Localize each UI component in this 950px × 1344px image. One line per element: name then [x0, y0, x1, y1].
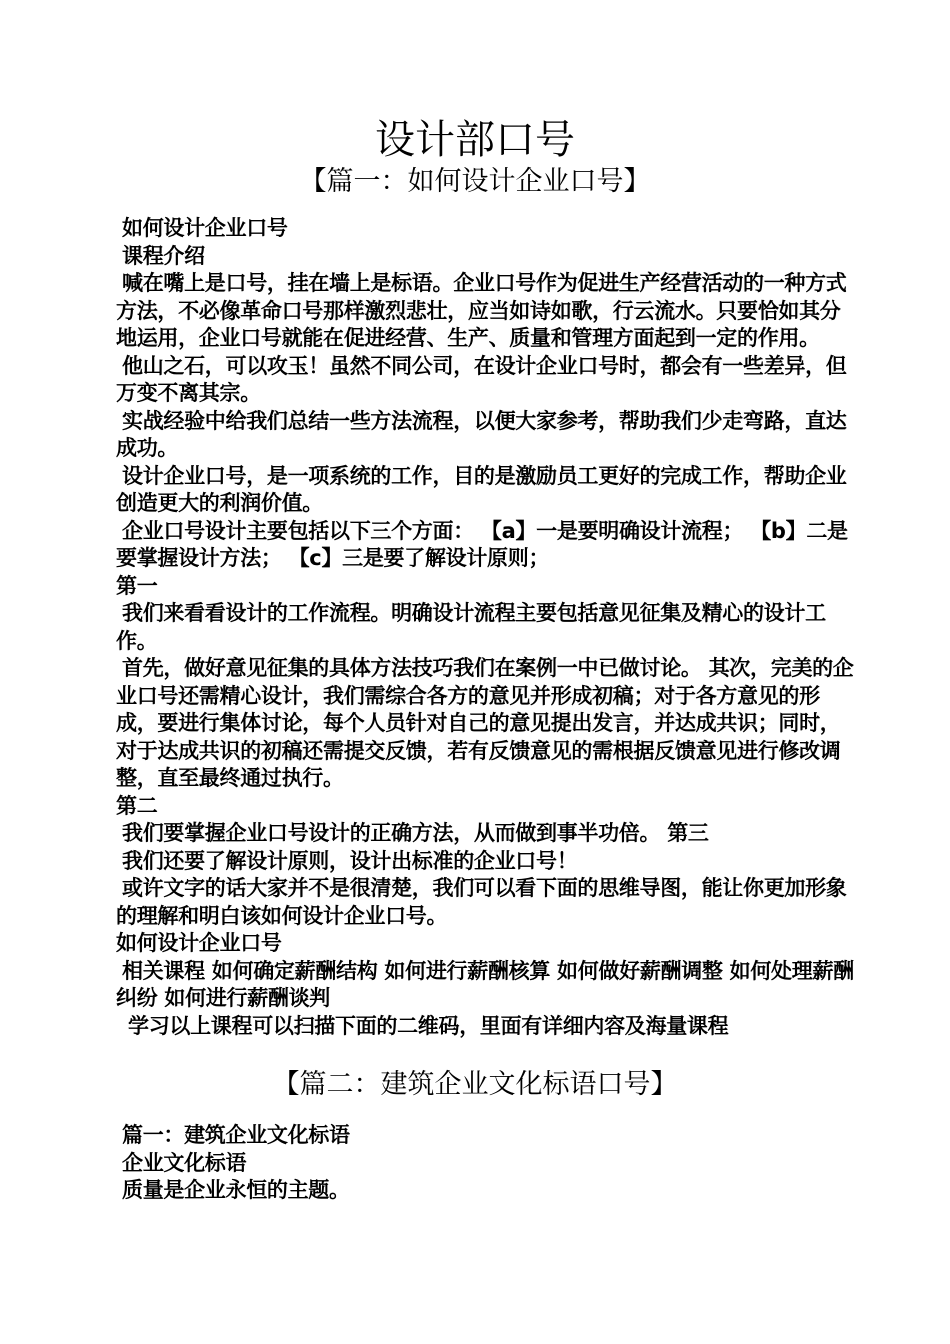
- section2-body: [116, 1122, 856, 1205]
- section1-body: [116, 215, 856, 1040]
- section1-paragraph-9: 我们来看看设计的工作流程。明确设计流程主要包括意见征集及精心的设计工作。: [116, 601, 826, 653]
- section1-paragraph-6: 设计企业口号，是一项系统的工作，目的是激励员工更好的完成工作，帮助企业创造更大的利润价值。: [116, 463, 847, 515]
- section1-paragraph-15: 如何设计企业口号: [116, 931, 282, 955]
- section1-paragraph-12: 我们要掌握企业口号设计的正确方法，从而做到事半功倍。 第三: [122, 821, 709, 845]
- section2-paragraph-2: 企业文化标语: [122, 1150, 247, 1175]
- section1-paragraph-1: 如何设计企业口号: [122, 216, 288, 240]
- section1-paragraph-17: 学习以上课程可以扫描下面的二维码，里面有详细内容及海量课程: [128, 1013, 729, 1038]
- section1-paragraph-3: 喊在嘴上是口号，挂在墙上是标语。企业口号作为促进生产经营活动的一种方式方法，不必像革命口号那样激烈悲壮，应当如诗如歌，行云流水。只要恰如其分地运用，企业口号就能在促进经营、生产、质量和管理方面起到一定的作用。: [116, 271, 847, 350]
- section1-paragraph-4: 他山之石，可以攻玉！虽然不同公司，在设计企业口号时，都会有一些差异，但万变不离其宗。: [116, 353, 847, 405]
- section2-paragraph-1: 篇一：建筑企业文化标语: [122, 1123, 350, 1147]
- section1-paragraph-7: 企业口号设计主要包括以下三个方面： 【a】一是要明确设计流程； 【b】二是要掌握设计方法； 【c】三是要了解设计原则；: [116, 518, 848, 570]
- section1-paragraph-8: 第一: [116, 573, 158, 598]
- section1-paragraph-2: 课程介绍: [122, 243, 205, 268]
- document-title: 设计部口号: [375, 117, 575, 163]
- section1-paragraph-16: 相关课程 如何确定薪酬结构 如何进行薪酬核算 如何做好薪酬调整 如何处理薪酬纠纷 如何进行薪酬谈判: [116, 958, 854, 1010]
- section2-paragraph-3: 质量是企业永恒的主题。: [122, 1178, 350, 1202]
- section1-heading: 【篇一：如何设计企业口号】: [299, 166, 651, 197]
- section1-paragraph-14: 或许文字的话大家并不是很清楚，我们可以看下面的思维导图，能让你更加形象的理解和明白该如何设计企业口号。: [116, 876, 847, 928]
- section1-paragraph-5: 实战经验中给我们总结一些方法流程，以便大家参考，帮助我们少走弯路，直达成功。: [116, 408, 847, 460]
- section2-heading: 【篇二：建筑企业文化标语口号】: [272, 1069, 678, 1100]
- section1-paragraph-10: 首先，做好意见征集的具体方法技巧我们在案例一中已做讨论。 其次，完美的企业口号还需精心设计，我们需综合各方的意见并形成初稿；对于各方意见的形成，要进行集体讨论，每个人员针对自己的意见提出发言，并达成共识；同时，对于达成共识的初稿还需提交反馈，若有反馈意见的需根据反馈意见进行修改调整，直至最终通过执行。: [116, 656, 854, 790]
- section1-paragraph-11: 第二: [116, 793, 158, 818]
- section1-paragraph-13: 我们还要了解设计原则，设计出标准的企业口号！: [122, 848, 578, 873]
